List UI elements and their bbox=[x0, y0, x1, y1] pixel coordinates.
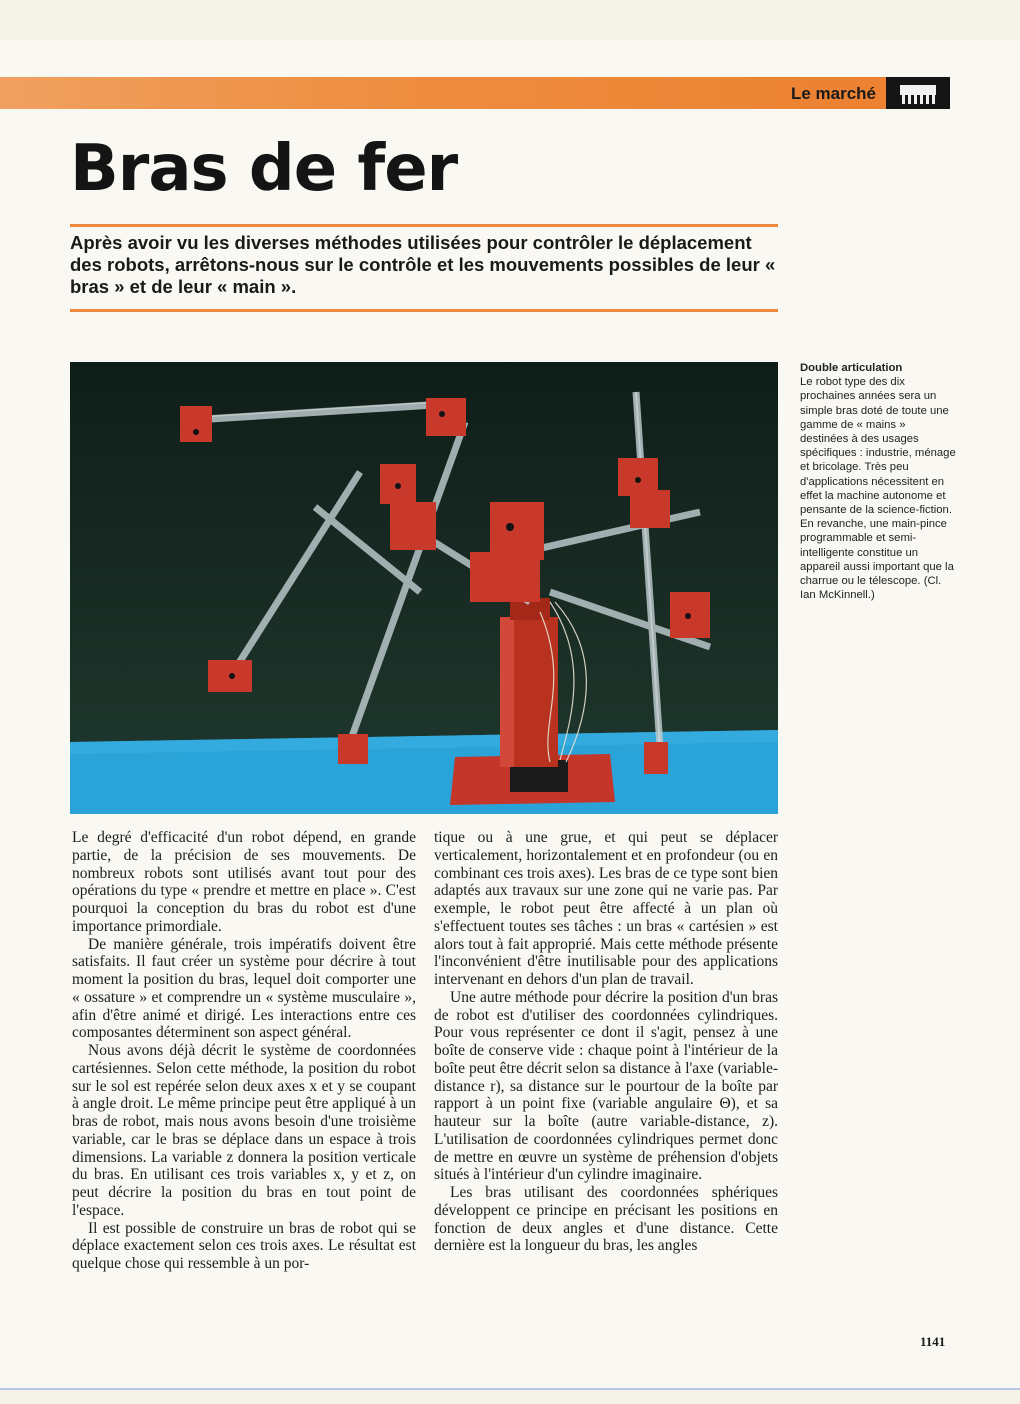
photo-caption bbox=[800, 361, 956, 602]
body-paragraph: Les bras utilisant des coordonnées sphériques développent ce principe en précisant les positions en fonction de deux angles et d'une distance. Cette dernière est la longueur du bras, les angles bbox=[434, 1184, 778, 1255]
caption-text: Le robot type des dix prochaines années sera un simple bras doté de toute une gamme de « mains » destinées à des usages spécifiques : industrie, ménage et bricolage. Très peu d'applications nécessitent en effet la machine autonome et pensante de la science-fiction. En revanche, une main-pince programmable et semi-intelligente constitue un appareil aussi important que la charrue ou le télescope. (Cl. Ian McKinnell.) bbox=[800, 376, 956, 602]
lead-top-rule bbox=[70, 224, 778, 227]
body-column-right bbox=[434, 829, 778, 1255]
robot-arm-photo bbox=[70, 362, 778, 814]
article-lead: Après avoir vu les diverses méthodes utilisées pour contrôler le déplacement des robots, arrêtons-nous sur le contrôle et les mouvements possibles de leur « bras » et de leur « main ». bbox=[70, 232, 776, 297]
page-bottom-edge bbox=[0, 1388, 1020, 1390]
article-title: Bras de fer bbox=[70, 132, 458, 206]
body-column-left bbox=[72, 829, 416, 1273]
body-paragraph: Il est possible de construire un bras de robot qui se déplace exactement selon ces trois axes. Le résultat est quelque chose qui ressemble à un por- bbox=[72, 1219, 416, 1272]
body-paragraph: Nous avons déjà décrit le système de coordonnées cartésiennes. Selon cette méthode, la position du robot sur le sol est repérée selon deux axes x et y se coupant à angle droit. Le même principe peut être appliqué à un bras de robot, mais nous avons besoin d'une troisième variable, car le bras se déplace dans un espace à trois dimensions. La variable z donnera la position verticale du bras. En utilisant ces trois variables x, y et z, on peut décrire la position du bras en tout point de l'espace. bbox=[72, 1042, 416, 1219]
section-label: Le marché bbox=[790, 84, 876, 103]
body-paragraph: tique ou à une grue, et qui peut se déplacer verticalement, horizontalement et en profondeur (ou en combinant ces trois axes). Les bras de ce type sont bien adaptés aux travaux sur une zone qui ne varie pas. Par exemple, le robot peut être affecté à un plan où s'effectuent toutes ses tâches : un bras « cartésien » est alors tout à fait approprié. Mais cette méthode présente l'inconvénient d'être inutilisable pour des applications intervenant en dehors d'un plan de travail. bbox=[434, 829, 778, 988]
page-number: 1141 bbox=[920, 1334, 946, 1349]
body-paragraph: Le degré d'efficacité d'un robot dépend, en grande partie, de la précision de ses mouvements. De nombreux robots sont utilisés avant tout pour des opérations du type « prendre et mettre en place ». C'est pourquoi la conception du bras du robot est d'une importance primordiale. bbox=[72, 829, 416, 935]
caption-title: Double articulation bbox=[800, 362, 903, 374]
lead-bottom-rule bbox=[70, 309, 778, 312]
body-paragraph: De manière générale, trois impératifs doivent être satisfaits. Il faut créer un système pour décrire à tout moment la position du bras, lequel doit comporter une « ossature » et comprendre un « système musculaire », afin d'être animé et dirigé. Les interactions entre ces composantes déterminent son aspect général. bbox=[72, 935, 416, 1042]
body-paragraph: Une autre méthode pour décrire la position d'un bras de robot est d'utiliser des coordonnées cylindriques. Pour vous représenter ce dont il s'agit, pensez à une boîte de conserve vide : chaque point à l'intérieur de la boîte peut être décrit selon sa distance à l'axe (variable-distance r), sa distance sur le pourtour de la boîte par rapport à un point fixe (variable angulaire Θ), et sa hauteur sur la boîte (autre variable-distance, z). L'utilisation de coordonnées cylindriques permet donc de mettre en œuvre un système de préhension d'objets situés à l'intérieur d'un cylindre imaginaire. bbox=[434, 988, 778, 1184]
robot-hand-icon bbox=[886, 77, 950, 109]
